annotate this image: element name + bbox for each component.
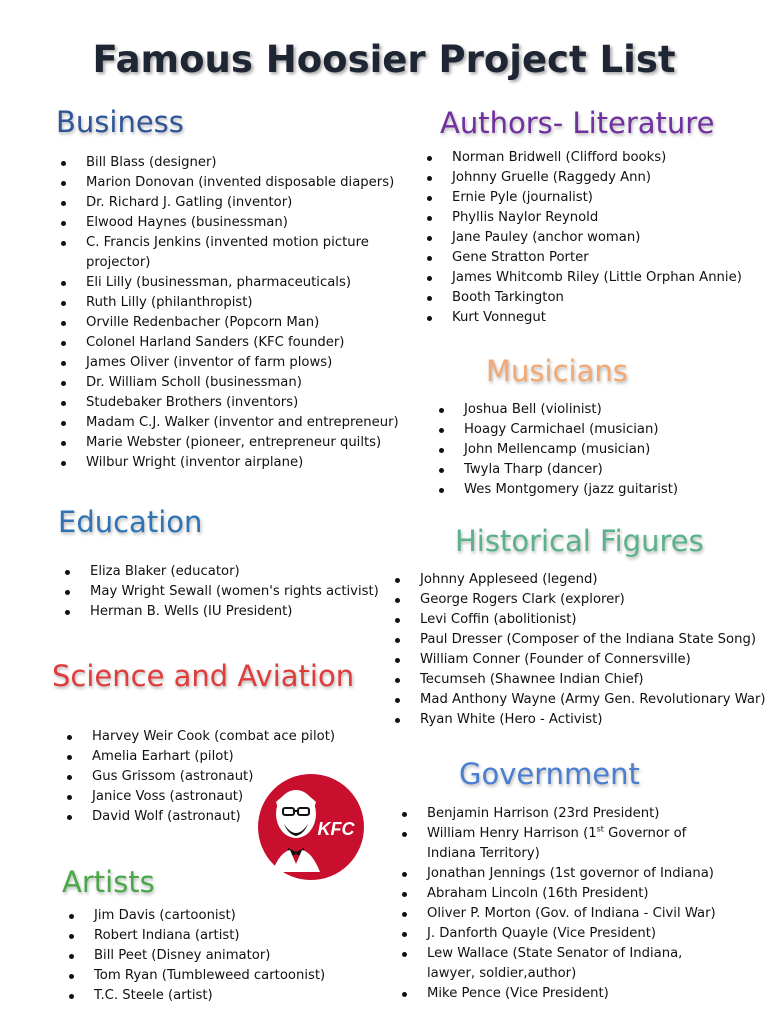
list-item: Dr. William Scholl (businessman) [56,373,386,393]
heading-musicians: Musicians [486,354,628,388]
list-item: Janice Voss (astronaut) [62,787,354,807]
ordinal-suffix: st [596,824,604,834]
list-item: Elwood Haynes (businessman) [56,213,386,233]
list-item: Jane Pauley (anchor woman) [422,228,742,248]
list-item: John Mellencamp (musician) [434,440,678,460]
list-item: William Conner (Founder of Connersville) [390,650,766,670]
list-item: Ernie Pyle (journalist) [422,188,742,208]
heading-education: Education [58,505,203,539]
section-business [56,105,399,473]
list-item: Orville Redenbacher (Popcorn Man) [56,313,386,333]
list-item [397,824,727,864]
list-item: David Wolf (astronaut) [62,807,354,827]
list-item: Phyllis Naylor Reynold [422,208,742,228]
heading-business: Business [56,105,184,139]
list-item: Abraham Lincoln (16th President) [397,884,727,904]
list-item-text: William Henry Harrison (1 [427,826,597,841]
list-item: May Wright Sewall (women's rights activist) [60,582,379,602]
list-item: Mike Pence (Vice President) [397,984,727,1004]
list-item: Mad Anthony Wayne (Army Gen. Revolutionary War) [390,690,766,710]
list-item: Twyla Tharp (dancer) [434,460,678,480]
list-item: Benjamin Harrison (23rd President) [397,804,727,824]
list-item: Bill Peet (Disney animator) [64,946,325,966]
list-item: Marie Webster (pioneer, entrepreneur quilts) [56,433,386,453]
list-item: Bill Blass (designer) [56,153,386,173]
list-item: Booth Tarkington [422,288,742,308]
list-item: Marion Donovan (invented disposable diapers) [56,173,386,193]
list-item: Levi Coffin (abolitionist) [390,610,766,630]
list-item: Paul Dresser (Composer of the Indiana State Song) [390,630,766,650]
kfc-logo-text: KFC [317,819,355,839]
list-authors [422,148,742,328]
list-musicians [434,400,678,500]
list-item: Joshua Bell (violinist) [434,400,678,420]
list-item: Studebaker Brothers (inventors) [56,393,386,413]
list-item: Eli Lilly (businessman, pharmaceuticals) [56,273,386,293]
heading-authors: Authors- Literature [440,106,715,140]
list-item: Johnny Appleseed (legend) [390,570,766,590]
list-item: George Rogers Clark (explorer) [390,590,766,610]
list-item: Hoagy Carmichael (musician) [434,420,678,440]
list-item: Ruth Lilly (philanthropist) [56,293,386,313]
section-musicians [464,354,679,500]
list-item: Kurt Vonnegut [422,308,742,328]
list-item: Johnny Gruelle (Raggedy Ann) [422,168,742,188]
section-authors [440,106,742,328]
list-item: Oliver P. Morton (Gov. of Indiana - Civil War) [397,904,727,924]
list-government [397,804,727,1004]
list-item: C. Francis Jenkins (invented motion picture projector) [56,233,386,273]
list-item: Dr. Richard J. Gatling (inventor) [56,193,386,213]
list-item: Madam C.J. Walker (inventor and entrepreneur) [56,413,386,433]
heading-historical: Historical Figures [455,524,704,558]
list-item: Colonel Harland Sanders (KFC founder) [56,333,386,353]
list-item: Herman B. Wells (IU President) [60,602,379,622]
list-artists [64,906,325,1006]
list-item: Robert Indiana (artist) [64,926,325,946]
list-item-text: Governor of Indiana Territory) [427,826,687,861]
section-education [58,505,379,622]
list-item: Jim Davis (cartoonist) [64,906,325,926]
heading-science: Science and Aviation [52,659,355,693]
list-business [56,153,399,473]
list-item: Wilbur Wright (inventor airplane) [56,453,386,473]
list-item: Harvey Weir Cook (combat ace pilot) [62,727,354,747]
heading-government: Government [459,757,640,791]
list-item: Amelia Earhart (pilot) [62,747,354,767]
list-item: J. Danforth Quayle (Vice President) [397,924,727,944]
list-item: Jonathan Jennings (1st governor of Indiana) [397,864,727,884]
list-historical [390,570,766,730]
list-item: T.C. Steele (artist) [64,986,325,1006]
list-item: Norman Bridwell (Clifford books) [422,148,742,168]
list-item: James Whitcomb Riley (Little Orphan Annie) [422,268,742,288]
list-item: Tecumseh (Shawnee Indian Chief) [390,670,766,690]
list-education [60,562,379,622]
section-historical [420,524,766,730]
list-item: Wes Montgomery (jazz guitarist) [434,480,678,500]
list-item: James Oliver (inventor of farm plows) [56,353,386,373]
list-item: Gene Stratton Porter [422,248,742,268]
list-item: Ryan White (Hero - Activist) [390,710,766,730]
list-item: Eliza Blaker (educator) [60,562,379,582]
section-artists [62,865,325,1006]
section-government [427,757,727,1004]
heading-artists: Artists [62,865,155,899]
list-item: Lew Wallace (State Senator of Indiana, lawyer, soldier,author) [397,944,727,984]
list-item: Gus Grissom (astronaut) [62,767,354,787]
page-title: Famous Hoosier Project List [92,38,676,81]
list-item: Tom Ryan (Tumbleweed cartoonist) [64,966,325,986]
